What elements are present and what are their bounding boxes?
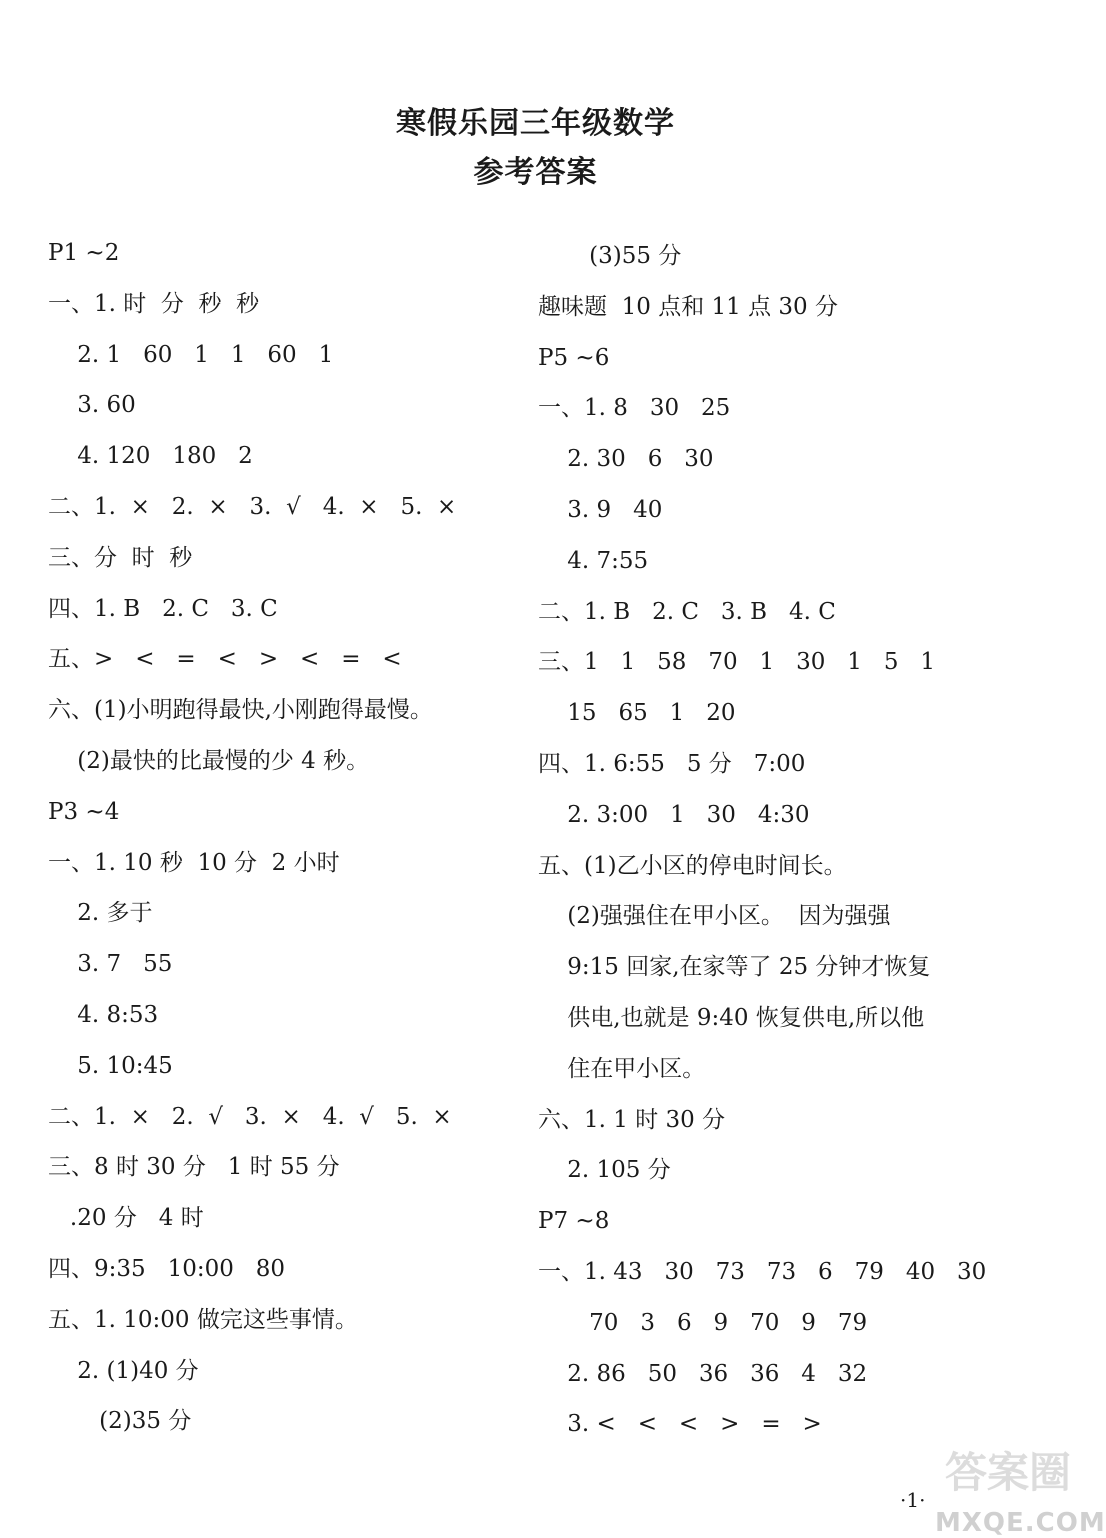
answer-line-right: 3. 9 40 <box>538 497 663 523</box>
answer-line-right: 一、1. 8 30 25 <box>538 395 731 422</box>
answer-line-right: (3)55 分 <box>538 243 682 269</box>
answer-line-left: 4. 8:53 <box>48 1002 159 1028</box>
answer-line-left: 四、1. B 2. C 3. C <box>48 595 278 622</box>
answer-line-left: 二、1. × 2. × 3. √ 4. × 5. × <box>48 494 457 520</box>
answer-line-left: 2. 多于 <box>48 900 153 927</box>
answer-line-left: (2)35 分 <box>48 1408 192 1435</box>
answer-line-left: 2. 1 60 1 1 60 1 <box>48 341 334 368</box>
answer-line-right: 4. 7:55 <box>538 547 649 574</box>
answer-line-right: 9:15 回家,在家等了 25 分钟才恢复 <box>538 954 931 981</box>
answer-line-left: (2)最快的比最慢的少 4 秒。 <box>48 748 370 774</box>
answer-line-right: 住在甲小区。 <box>538 1055 706 1082</box>
answer-line-left: 3. 7 55 <box>48 951 173 978</box>
answer-line-right: (2)强强住在甲小区。 因为强强 <box>538 903 891 930</box>
page-title: 寒假乐园三年级数学 <box>396 106 675 141</box>
answer-line-right: 2. 105 分 <box>538 1157 671 1184</box>
answer-line-right: 趣味题 10 点和 11 点 30 分 <box>538 293 838 320</box>
answer-line-left: .20 分 4 时 <box>48 1205 204 1232</box>
answer-line-left: 4. 120 180 2 <box>48 443 253 470</box>
answer-line-right: 供电,也就是 9:40 恢复供电,所以他 <box>538 1005 925 1031</box>
answer-line-right: 15 65 1 20 <box>538 700 736 727</box>
answer-line-left: 3. 60 <box>48 392 136 419</box>
answer-line-left: 二、1. × 2. √ 3. × 4. √ 5. × <box>48 1103 452 1130</box>
answer-line-right: P7 ~8 <box>538 1208 610 1235</box>
answer-line-left: 五、1. 10:00 做完这些事情。 <box>48 1306 358 1333</box>
answer-line-right: 2. 3:00 1 30 4:30 <box>538 801 810 828</box>
answer-line-left: 六、(1)小明跑得最快,小刚跑得最慢。 <box>48 697 433 724</box>
watermark-text: MXQE.COM <box>935 1508 1106 1538</box>
answer-line-right: 二、1. B 2. C 3. B 4. C <box>538 598 836 625</box>
page-number: ·1· <box>900 1488 926 1512</box>
answer-line-right: P5 ~6 <box>538 344 610 371</box>
answer-line-left: 四、9:35 10:00 80 <box>48 1256 286 1282</box>
answer-line-right: 2. 30 6 30 <box>538 446 714 473</box>
answer-line-left: 5. 10:45 <box>48 1052 173 1079</box>
answer-line-right: 2. 86 50 36 36 4 32 <box>538 1360 868 1387</box>
answer-line-left: P3 ~4 <box>48 798 120 825</box>
answer-line-right: 六、1. 1 时 30 分 <box>538 1106 726 1133</box>
answer-line-left: 一、1. 时 分 秒 秒 <box>48 290 260 317</box>
answer-line-right: 三、1 1 58 70 1 30 1 5 1 <box>538 649 936 676</box>
answer-line-left: 一、1. 10 秒 10 分 2 小时 <box>48 849 340 876</box>
watermark-logo: 答案圈 <box>945 1448 1072 1497</box>
answer-line-left: 2. (1)40 分 <box>48 1357 199 1384</box>
answer-line-left: 三、分 时 秒 <box>48 544 193 571</box>
answer-line-right: 五、(1)乙小区的停电时间长。 <box>538 852 847 879</box>
answer-line-right: 3. < < < > = > <box>538 1411 822 1438</box>
answer-line-right: 70 3 6 9 70 9 79 <box>538 1309 868 1336</box>
answer-line-left: 三、8 时 30 分 1 时 55 分 <box>48 1154 340 1181</box>
page-subtitle: 参考答案 <box>473 155 598 190</box>
answer-line-left: 五、> < = < > < = < <box>48 646 402 673</box>
answer-line-right: 四、1. 6:55 5 分 7:00 <box>538 751 806 777</box>
answer-line-right: 一、1. 43 30 73 73 6 79 40 30 <box>538 1259 987 1285</box>
answer-line-left: P1 ~2 <box>48 240 120 266</box>
